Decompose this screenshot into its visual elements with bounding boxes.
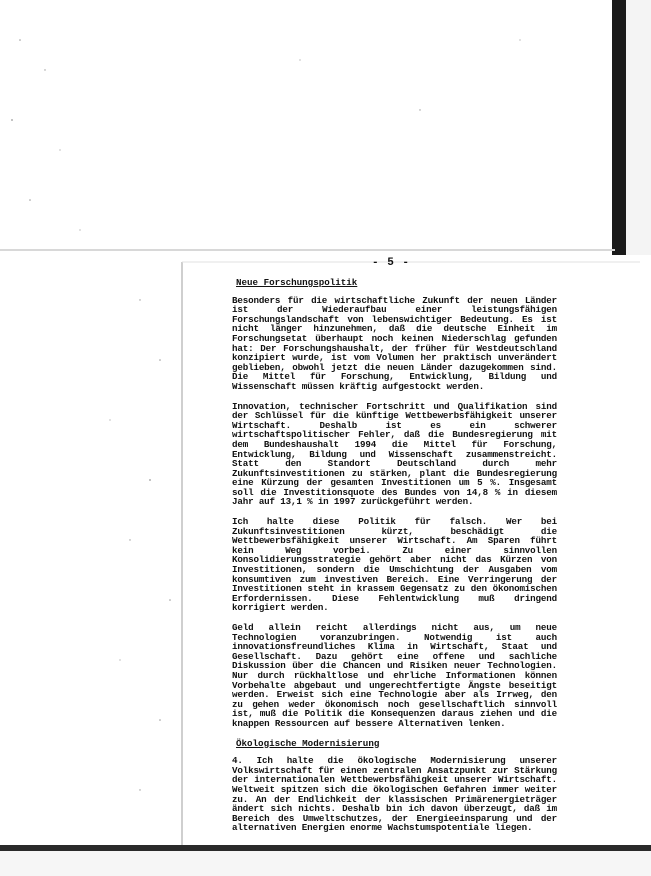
paragraph: Besonders für die wirtschaftliche Zukunft der neuen Länder ist der Wiederaufbau einer leistungsfähigen Forschungslandschaft von lebenswichtiger Bedeutung. Es ist nicht länger hinzunehmen, daß die deutsche Einheit im Forschungsetat überhaupt noch keinen Niederschlag gefunden hat: Der Forschungshaushalt, der früher für Westdeutschland konzipiert wurde, ist vom Volumen her praktisch unverändert geblieben, obwohl jetzt die neuen Länder dazugekommen sind. Die Mittel für Forschung, Entwicklung, Bildung und Wissenschaft müssen kräftig aufgestockt werden.: [232, 294, 557, 392]
section-heading-oekologische-modernisierung: Ökologische Modernisierung: [236, 737, 380, 749]
paragraph: Geld allein reicht allerdings nicht aus, um neue Technologien voranzubringen. Notwendig ist auch innovationsfreundliches Klima in Wirtschaft, Staat und Gesellschaft. Dazu gehört eine offene und sachliche Diskussion über die Chancen und Risiken neuer Technologien. Nur durch rückhaltlose und ehrliche Informationen können Vorbehalte abgebaut und ungerechtfertigte Ängste beseitigt werden. Erweist sich eine Technologie aber als Irrweg, den zu gehen weder ökonomisch noch gesellschaftlich sinnvoll ist, muß die Politik die Konsequenzen daraus ziehen und die knappen Ressourcen auf bessere Alternativen lenken.: [232, 622, 557, 729]
section-heading-forschungspolitik: Neue Forschungspolitik: [236, 277, 358, 288]
document-body: [232, 278, 557, 843]
paragraph: 4. Ich halte die ökologische Modernisierung unserer Volkswirtschaft für einen zentralen Ansatzpunkt zur Stärkung der internationalen Wettbewerbsfähigkeit unserer Wirtschaft. Weltweit spitzen sich die ökologischen Gefahren immer weiter zu. An der Endlichkeit der klassischen Primärenergieträger ändert sich nichts. Deshalb bin ich davon überzeugt, daß im Bereich des Umweltschutzes, der Energieeinsparung und der alternativen Energien enorme Wachstumspotentiale liegen.: [232, 755, 557, 834]
paragraph: Innovation, technischer Fortschritt und Qualifikation sind der Schlüssel für die künftige Wettbewerbsfähigkeit unserer Wirtschaft. Deshalb ist es ein schwerer wirtschaftspolitischer Fehler, daß die Bundesregierung mit dem Bundeshaushalt 1994 die Mittel für Forschung, Entwicklung, Bildung und Wissenschaft zusammenstreicht. Statt den Standort Deutschland durch mehr Zukunftsinvestitionen zu stärken, plant die Bundesregierung eine Kürzung der gesamten Investitionen um 5 %. Insgesamt soll die Investitionsquote des Bundes von 14,8 % in diesem Jahr auf 13,1 % in 1997 zurückgeführt werden.: [232, 400, 557, 508]
page-number: - 5 -: [372, 257, 411, 269]
paragraph: Ich halte diese Politik für falsch. Wer bei Zukunftsinvestitionen kürzt, beschädigt die Wettbewerbsfähigkeit unserer Wirtschaft. Am Sparen führt kein Weg vorbei. Zu einer sinnvollen Konsolidierungsstrategie gehört aber nicht das Kürzen von Investitionen, sondern die Umschichtung der Ausgaben vom konsumtiven zum investiven Bereich. Eine Verringerung der Investitionen steht in krassem Gegensatz zu den ökonomischen Erfordernissen. Diese Fehlentwicklung muß dringend korrigiert werden.: [232, 516, 557, 614]
